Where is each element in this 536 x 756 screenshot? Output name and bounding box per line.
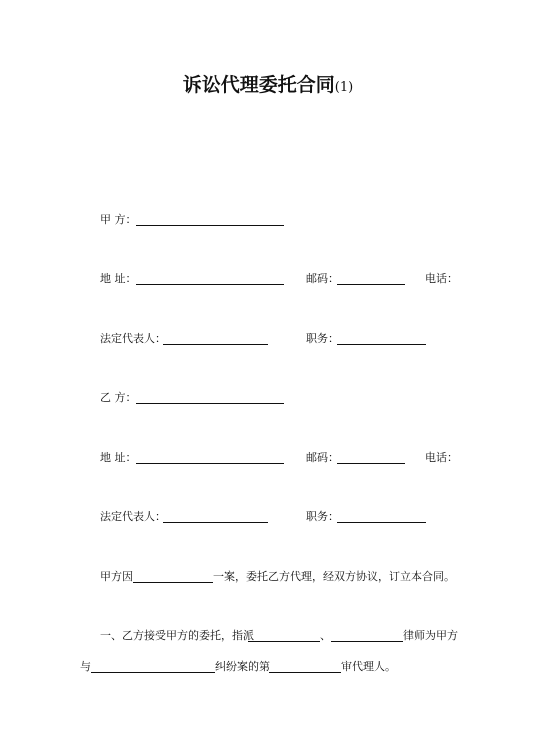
- clause1-line2-end: 审代理人。: [341, 660, 396, 673]
- party-a-label: 甲 方：: [100, 213, 137, 226]
- intro-start: 甲方因: [100, 570, 133, 583]
- opponent-blank[interactable]: [91, 672, 215, 673]
- lawyer-1-blank[interactable]: [248, 641, 320, 642]
- party-a-address-label: 地 址：: [100, 272, 137, 285]
- party-b-phone-label: 电话：: [425, 451, 458, 464]
- lawyer-2-blank[interactable]: [331, 641, 403, 642]
- party-a-phone-label: 电话：: [425, 272, 458, 285]
- title-main: 诉讼代理委托合同: [182, 74, 335, 96]
- party-b-legal-rep-label: 法定代表人：: [100, 510, 166, 523]
- party-a-legal-rep-label: 法定代表人：: [100, 332, 166, 345]
- party-a-postcode-blank[interactable]: [337, 284, 405, 285]
- party-b-blank[interactable]: [136, 403, 284, 404]
- page-title: [0, 70, 536, 97]
- party-a-position-label: 职务：: [306, 332, 339, 345]
- clause1-line2-start: 与: [80, 660, 91, 673]
- title-number: (1): [334, 80, 354, 95]
- party-b-label: 乙 方：: [100, 391, 137, 404]
- clause1-start: 一、乙方接受甲方的委托，指派: [100, 629, 254, 642]
- party-b-legal-rep-blank[interactable]: [163, 522, 268, 523]
- party-a-legal-rep-blank[interactable]: [163, 344, 268, 345]
- party-a-position-blank[interactable]: [337, 344, 426, 345]
- party-b-address-blank[interactable]: [136, 463, 284, 464]
- party-b-postcode-label: 邮码：: [306, 451, 339, 464]
- instance-blank[interactable]: [269, 672, 341, 673]
- party-b-postcode-blank[interactable]: [337, 463, 405, 464]
- intro-end: 一案，委托乙方代理，经双方协议，订立本合同。: [213, 570, 455, 583]
- party-b-position-label: 职务：: [306, 510, 339, 523]
- party-a-address-blank[interactable]: [136, 284, 284, 285]
- party-b-position-blank[interactable]: [337, 522, 426, 523]
- clause1-line2-mid: 纠纷案的第: [215, 660, 270, 673]
- case-name-blank[interactable]: [133, 582, 213, 583]
- party-b-address-label: 地 址：: [100, 451, 137, 464]
- party-a-postcode-label: 邮码：: [306, 272, 339, 285]
- clause1-separator: 、: [320, 629, 331, 642]
- clause1-end: 律师为甲方: [403, 629, 458, 642]
- party-a-blank[interactable]: [136, 225, 284, 226]
